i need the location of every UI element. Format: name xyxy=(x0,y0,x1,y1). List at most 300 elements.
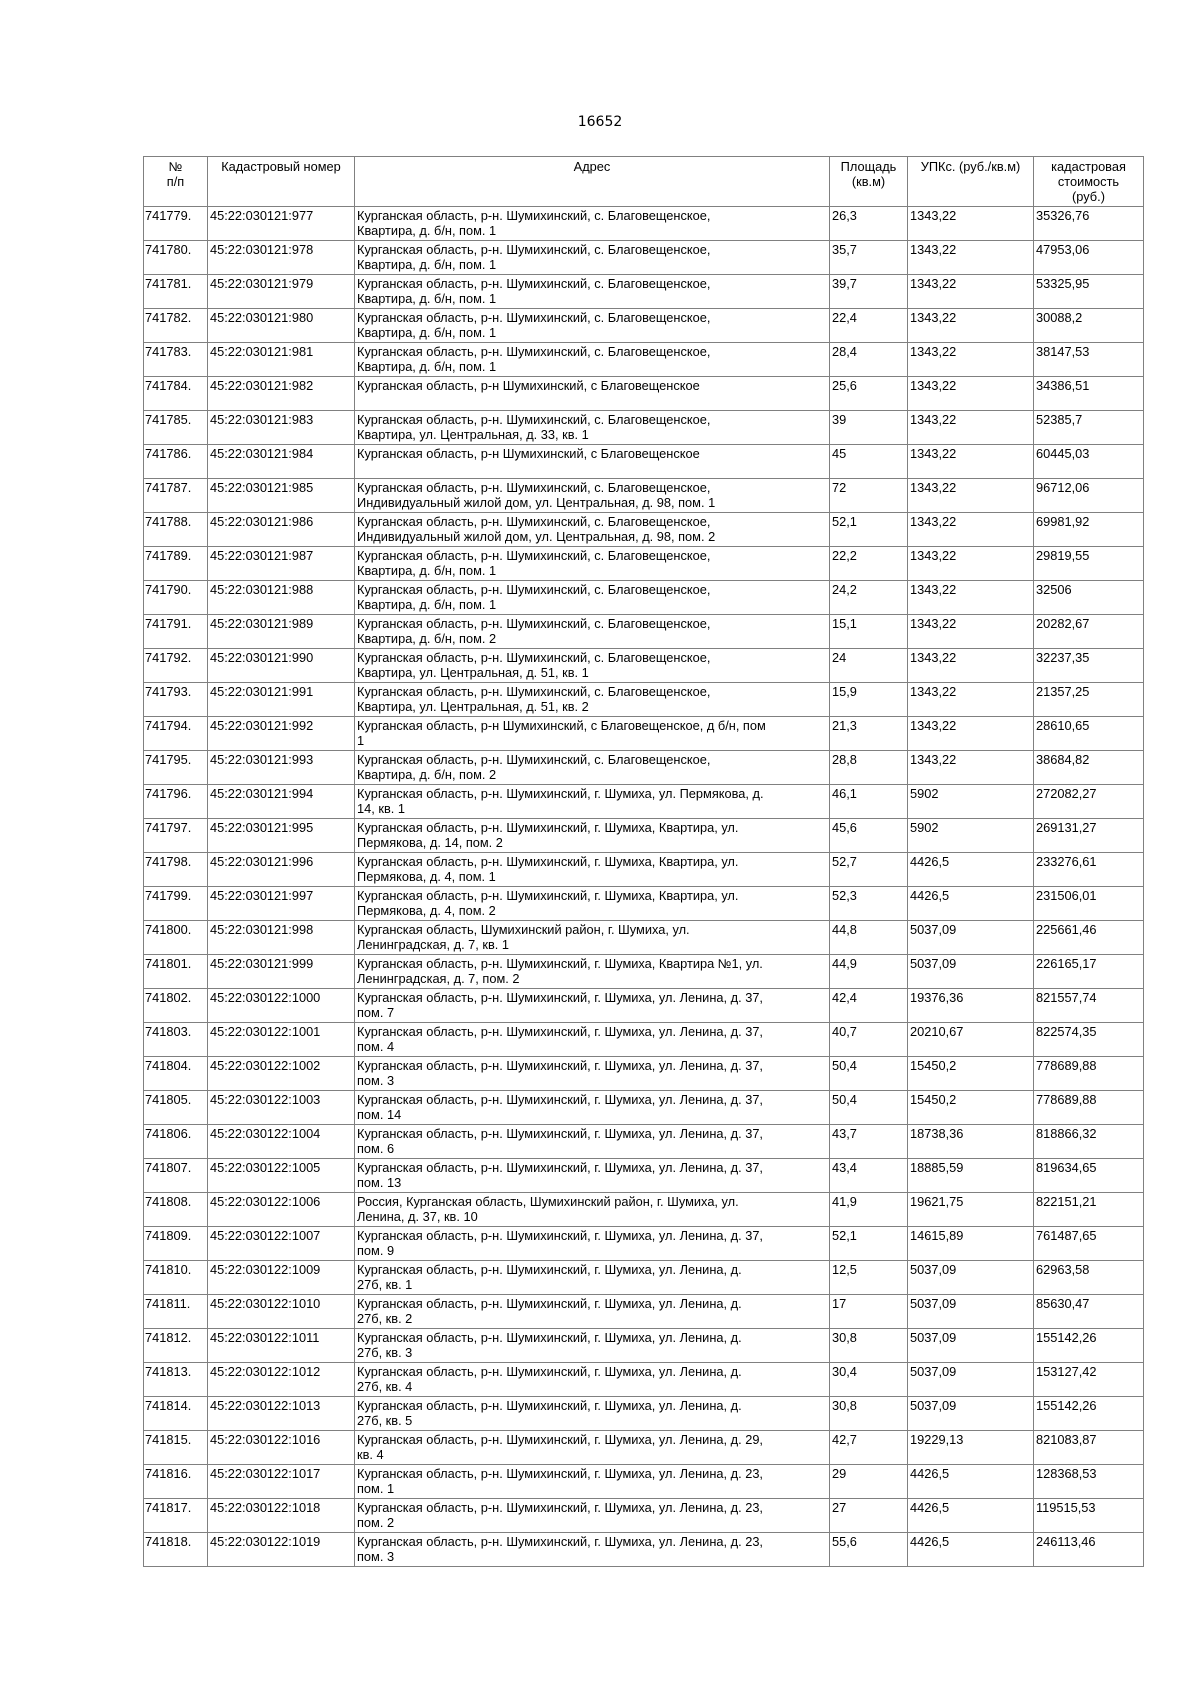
address-line: Курганская область, р-н. Шумихинский, с. Благовещенское, xyxy=(357,650,711,665)
table-row xyxy=(144,1261,1144,1295)
header-line: (кв.м) xyxy=(851,174,886,189)
cell-upks: 1343,22 xyxy=(908,751,1034,785)
address-line: Россия, Курганская область, Шумихинский район, г. Шумиха, ул. xyxy=(357,1194,739,1209)
cell-address xyxy=(355,921,830,955)
address-line: Курганская область, р-н Шумихинский, с Благовещенское, д б/н, пом xyxy=(357,718,766,733)
cell-upks: 1343,22 xyxy=(908,445,1034,479)
cell-cost: 35326,76 xyxy=(1034,207,1144,241)
cell-cost: 155142,26 xyxy=(1034,1329,1144,1363)
cell-upks: 4426,5 xyxy=(908,1533,1034,1567)
cell-area: 45,6 xyxy=(830,819,908,853)
cell-cadastral-number: 45:22:030122:1005 xyxy=(208,1159,355,1193)
cell-area: 30,4 xyxy=(830,1363,908,1397)
cell-num: 741817. xyxy=(144,1499,208,1533)
address-line: Курганская область, р-н. Шумихинский, г. Шумиха, ул. Ленина, д. 23, xyxy=(357,1500,763,1515)
cell-cadastral-number: 45:22:030121:994 xyxy=(208,785,355,819)
cell-num: 741789. xyxy=(144,547,208,581)
table-row xyxy=(144,887,1144,921)
cell-cadastral-number: 45:22:030121:985 xyxy=(208,479,355,513)
cell-area: 26,3 xyxy=(830,207,908,241)
cell-cost: 32506 xyxy=(1034,581,1144,615)
cell-num: 741816. xyxy=(144,1465,208,1499)
table-row xyxy=(144,955,1144,989)
cell-cadastral-number: 45:22:030121:996 xyxy=(208,853,355,887)
cell-area: 30,8 xyxy=(830,1397,908,1431)
cell-cadastral-number: 45:22:030122:1004 xyxy=(208,1125,355,1159)
cell-area: 39,7 xyxy=(830,275,908,309)
table-row xyxy=(144,1397,1144,1431)
cell-cost: 60445,03 xyxy=(1034,445,1144,479)
address-line: Курганская область, р-н. Шумихинский, г. Шумиха, ул. Ленина, д. 37, xyxy=(357,1092,763,1107)
cell-upks: 5037,09 xyxy=(908,1329,1034,1363)
cell-upks: 1343,22 xyxy=(908,717,1034,751)
table-row xyxy=(144,411,1144,445)
cell-cost: 778689,88 xyxy=(1034,1057,1144,1091)
cell-num: 741787. xyxy=(144,479,208,513)
cell-address xyxy=(355,1125,830,1159)
cell-upks: 4426,5 xyxy=(908,1499,1034,1533)
cell-cadastral-number: 45:22:030122:1012 xyxy=(208,1363,355,1397)
table-row xyxy=(144,445,1144,479)
address-line: Пермякова, д. 14, пом. 2 xyxy=(357,835,503,850)
header-line: п/п xyxy=(166,174,185,189)
cell-num: 741793. xyxy=(144,683,208,717)
cell-cadastral-number: 45:22:030121:993 xyxy=(208,751,355,785)
address-line: 27б, кв. 4 xyxy=(357,1379,413,1394)
cell-address xyxy=(355,649,830,683)
header-line: (руб.) xyxy=(1072,189,1105,204)
cell-num: 741806. xyxy=(144,1125,208,1159)
cell-cost: 821557,74 xyxy=(1034,989,1144,1023)
address-line: Квартира, ул. Центральная, д. 33, кв. 1 xyxy=(357,427,589,442)
address-line: Квартира, ул. Центральная, д. 51, кв. 1 xyxy=(357,665,589,680)
cell-num: 741779. xyxy=(144,207,208,241)
cell-address xyxy=(355,1363,830,1397)
cell-cadastral-number: 45:22:030121:984 xyxy=(208,445,355,479)
cell-upks: 1343,22 xyxy=(908,615,1034,649)
address-line: Курганская область, р-н. Шумихинский, г. Шумиха, ул. Ленина, д. 37, xyxy=(357,1058,763,1073)
address-line: Курганская область, р-н. Шумихинский, с. Благовещенское, xyxy=(357,344,711,359)
cell-area: 35,7 xyxy=(830,241,908,275)
address-line: Курганская область, р-н. Шумихинский, с. Благовещенское, xyxy=(357,412,711,427)
cell-address xyxy=(355,1499,830,1533)
address-line: Квартира, д. б/н, пом. 1 xyxy=(357,359,497,374)
cell-area: 12,5 xyxy=(830,1261,908,1295)
cell-area: 30,8 xyxy=(830,1329,908,1363)
cell-cadastral-number: 45:22:030121:999 xyxy=(208,955,355,989)
table-row xyxy=(144,377,1144,411)
address-line: Курганская область, р-н. Шумихинский, г. Шумиха, ул. Пермякова, д. xyxy=(357,786,764,801)
address-line: Курганская область, Шумихинский район, г. Шумиха, ул. xyxy=(357,922,690,937)
cell-cadastral-number: 45:22:030122:1001 xyxy=(208,1023,355,1057)
header-line: стоимость xyxy=(1057,174,1120,189)
cell-address xyxy=(355,513,830,547)
cell-cadastral-number: 45:22:030122:1003 xyxy=(208,1091,355,1125)
cell-cost: 85630,47 xyxy=(1034,1295,1144,1329)
cell-cost: 153127,42 xyxy=(1034,1363,1144,1397)
address-line: Курганская область, р-н. Шумихинский, с. Благовещенское, xyxy=(357,242,711,257)
address-line: пом. 9 xyxy=(357,1243,395,1258)
address-line: пом. 4 xyxy=(357,1039,395,1054)
cell-num: 741780. xyxy=(144,241,208,275)
cell-address xyxy=(355,1261,830,1295)
cell-num: 741815. xyxy=(144,1431,208,1465)
cell-address xyxy=(355,751,830,785)
cell-upks: 1343,22 xyxy=(908,683,1034,717)
table-row xyxy=(144,1227,1144,1261)
cell-address xyxy=(355,819,830,853)
cell-address xyxy=(355,1533,830,1567)
cell-address xyxy=(355,1193,830,1227)
cell-cadastral-number: 45:22:030122:1002 xyxy=(208,1057,355,1091)
table-row xyxy=(144,1329,1144,1363)
cell-cost: 47953,06 xyxy=(1034,241,1144,275)
address-line: Квартира, д. б/н, пом. 1 xyxy=(357,597,497,612)
address-line: пом. 2 xyxy=(357,1515,395,1530)
cell-upks: 1343,22 xyxy=(908,275,1034,309)
cell-address xyxy=(355,717,830,751)
cell-cost: 96712,06 xyxy=(1034,479,1144,513)
cell-num: 741807. xyxy=(144,1159,208,1193)
cell-address xyxy=(355,581,830,615)
table-row xyxy=(144,513,1144,547)
address-line: пом. 13 xyxy=(357,1175,402,1190)
cell-address xyxy=(355,1023,830,1057)
cell-address xyxy=(355,1057,830,1091)
cell-num: 741788. xyxy=(144,513,208,547)
cell-address xyxy=(355,1329,830,1363)
table-row xyxy=(144,717,1144,751)
cell-cost: 53325,95 xyxy=(1034,275,1144,309)
address-line: Курганская область, р-н. Шумихинский, г. Шумиха, ул. Ленина, д. 37, xyxy=(357,1228,763,1243)
cell-cadastral-number: 45:22:030121:981 xyxy=(208,343,355,377)
cell-num: 741804. xyxy=(144,1057,208,1091)
cell-upks: 1343,22 xyxy=(908,649,1034,683)
cell-num: 741805. xyxy=(144,1091,208,1125)
cell-cadastral-number: 45:22:030121:990 xyxy=(208,649,355,683)
table-row xyxy=(144,1533,1144,1567)
cell-cadastral-number: 45:22:030121:987 xyxy=(208,547,355,581)
cell-upks: 4426,5 xyxy=(908,853,1034,887)
cell-num: 741803. xyxy=(144,1023,208,1057)
cell-area: 28,8 xyxy=(830,751,908,785)
cell-address xyxy=(355,377,830,411)
cell-upks: 1343,22 xyxy=(908,207,1034,241)
cell-cost: 822574,35 xyxy=(1034,1023,1144,1057)
address-line: Курганская область, р-н. Шумихинский, г. Шумиха, ул. Ленина, д. xyxy=(357,1296,742,1311)
address-line: пом. 3 xyxy=(357,1073,395,1088)
table-row xyxy=(144,683,1144,717)
cell-num: 741796. xyxy=(144,785,208,819)
cell-upks: 5037,09 xyxy=(908,1397,1034,1431)
cell-cadastral-number: 45:22:030122:1010 xyxy=(208,1295,355,1329)
cell-upks: 19376,36 xyxy=(908,989,1034,1023)
table-row xyxy=(144,1499,1144,1533)
cell-num: 741790. xyxy=(144,581,208,615)
address-line: Курганская область, р-н. Шумихинский, г. Шумиха, Квартира №1, ул. xyxy=(357,956,763,971)
cell-num: 741792. xyxy=(144,649,208,683)
header-cadastral-number xyxy=(208,157,355,207)
address-line: пом. 1 xyxy=(357,1481,395,1496)
cell-cadastral-number: 45:22:030121:983 xyxy=(208,411,355,445)
cell-area: 41,9 xyxy=(830,1193,908,1227)
cell-area: 42,7 xyxy=(830,1431,908,1465)
cell-upks: 1343,22 xyxy=(908,309,1034,343)
cell-address xyxy=(355,615,830,649)
cell-cost: 62963,58 xyxy=(1034,1261,1144,1295)
cell-upks: 1343,22 xyxy=(908,581,1034,615)
header-address xyxy=(355,157,830,207)
cell-area: 21,3 xyxy=(830,717,908,751)
table-row xyxy=(144,1193,1144,1227)
address-line: кв. 4 xyxy=(357,1447,384,1462)
header-num xyxy=(144,157,208,207)
address-line: Квартира, д. б/н, пом. 1 xyxy=(357,223,497,238)
cell-num: 741811. xyxy=(144,1295,208,1329)
cell-cadastral-number: 45:22:030122:1019 xyxy=(208,1533,355,1567)
address-line: 1 xyxy=(357,733,365,748)
address-line: 27б, кв. 3 xyxy=(357,1345,413,1360)
cell-cost: 761487,65 xyxy=(1034,1227,1144,1261)
address-line: Индивидуальный жилой дом, ул. Центральная, д. 98, пом. 2 xyxy=(357,529,716,544)
cell-cost: 21357,25 xyxy=(1034,683,1144,717)
table-row xyxy=(144,241,1144,275)
cell-cadastral-number: 45:22:030122:1009 xyxy=(208,1261,355,1295)
address-line: Курганская область, р-н. Шумихинский, с. Благовещенское, xyxy=(357,276,711,291)
address-line: Курганская область, р-н. Шумихинский, с. Благовещенское, xyxy=(357,514,711,529)
cell-area: 44,9 xyxy=(830,955,908,989)
cell-cost: 269131,27 xyxy=(1034,819,1144,853)
cell-cost: 28610,65 xyxy=(1034,717,1144,751)
cell-num: 741783. xyxy=(144,343,208,377)
cell-upks: 15450,2 xyxy=(908,1057,1034,1091)
table-row xyxy=(144,921,1144,955)
cell-address xyxy=(355,1397,830,1431)
cell-address xyxy=(355,1431,830,1465)
table-row xyxy=(144,751,1144,785)
cell-cost: 69981,92 xyxy=(1034,513,1144,547)
cell-num: 741800. xyxy=(144,921,208,955)
cell-num: 741786. xyxy=(144,445,208,479)
table-row xyxy=(144,1363,1144,1397)
cell-address xyxy=(355,887,830,921)
address-line: Квартира, д. б/н, пом. 2 xyxy=(357,767,497,782)
cell-cadastral-number: 45:22:030121:977 xyxy=(208,207,355,241)
table-row xyxy=(144,1431,1144,1465)
cell-upks: 5902 xyxy=(908,819,1034,853)
table-row xyxy=(144,275,1144,309)
address-line: Курганская область, р-н. Шумихинский, г. Шумиха, ул. Ленина, д. 37, xyxy=(357,1024,763,1039)
cell-cost: 819634,65 xyxy=(1034,1159,1144,1193)
cell-area: 27 xyxy=(830,1499,908,1533)
address-line: пом. 6 xyxy=(357,1141,395,1156)
cell-cadastral-number: 45:22:030121:982 xyxy=(208,377,355,411)
address-line: Курганская область, р-н. Шумихинский, с. Благовещенское, xyxy=(357,582,711,597)
cell-num: 741814. xyxy=(144,1397,208,1431)
table-row xyxy=(144,581,1144,615)
address-line: Индивидуальный жилой дом, ул. Центральная, д. 98, пом. 1 xyxy=(357,495,716,510)
cell-cost: 778689,88 xyxy=(1034,1091,1144,1125)
cell-area: 72 xyxy=(830,479,908,513)
cell-upks: 1343,22 xyxy=(908,241,1034,275)
cell-area: 22,2 xyxy=(830,547,908,581)
header-line: Адрес xyxy=(573,159,611,174)
cell-upks: 1343,22 xyxy=(908,547,1034,581)
table-row xyxy=(144,1091,1144,1125)
cell-upks: 5037,09 xyxy=(908,1363,1034,1397)
cell-cost: 233276,61 xyxy=(1034,853,1144,887)
cell-cost: 821083,87 xyxy=(1034,1431,1144,1465)
cell-upks: 20210,67 xyxy=(908,1023,1034,1057)
cell-address xyxy=(355,1091,830,1125)
cell-upks: 1343,22 xyxy=(908,411,1034,445)
cell-upks: 18738,36 xyxy=(908,1125,1034,1159)
cell-num: 741818. xyxy=(144,1533,208,1567)
table-row xyxy=(144,1023,1144,1057)
cadastral-value-table xyxy=(143,156,1144,1567)
table-header xyxy=(144,157,1144,207)
cell-area: 50,4 xyxy=(830,1091,908,1125)
cell-cadastral-number: 45:22:030121:978 xyxy=(208,241,355,275)
header-line: кадастровая xyxy=(1051,159,1126,174)
address-line: Курганская область, р-н. Шумихинский, с. Благовещенское, xyxy=(357,684,711,699)
cell-cost: 52385,7 xyxy=(1034,411,1144,445)
table-row xyxy=(144,989,1144,1023)
cell-num: 741801. xyxy=(144,955,208,989)
cell-cadastral-number: 45:22:030121:995 xyxy=(208,819,355,853)
cell-cost: 822151,21 xyxy=(1034,1193,1144,1227)
cell-address xyxy=(355,445,830,479)
cell-cadastral-number: 45:22:030121:979 xyxy=(208,275,355,309)
header-line: Кадастровый номер xyxy=(221,159,341,174)
cell-upks: 4426,5 xyxy=(908,1465,1034,1499)
table-row xyxy=(144,1295,1144,1329)
table-row xyxy=(144,1159,1144,1193)
cell-cadastral-number: 45:22:030121:980 xyxy=(208,309,355,343)
address-line: Курганская область, р-н. Шумихинский, с. Благовещенское, xyxy=(357,480,711,495)
cell-upks: 19229,13 xyxy=(908,1431,1034,1465)
address-line: Курганская область, р-н. Шумихинский, г. Шумиха, Квартира, ул. xyxy=(357,854,739,869)
cell-area: 24,2 xyxy=(830,581,908,615)
cell-upks: 14615,89 xyxy=(908,1227,1034,1261)
cell-upks: 4426,5 xyxy=(908,887,1034,921)
cell-address xyxy=(355,343,830,377)
cell-num: 741812. xyxy=(144,1329,208,1363)
cell-upks: 1343,22 xyxy=(908,513,1034,547)
cell-address xyxy=(355,1227,830,1261)
cell-upks: 1343,22 xyxy=(908,377,1034,411)
cell-cost: 226165,17 xyxy=(1034,955,1144,989)
cell-address xyxy=(355,411,830,445)
cell-upks: 5037,09 xyxy=(908,1261,1034,1295)
cell-cadastral-number: 45:22:030121:992 xyxy=(208,717,355,751)
cell-num: 741781. xyxy=(144,275,208,309)
cell-area: 22,4 xyxy=(830,309,908,343)
address-line: Ленинградская, д. 7, пом. 2 xyxy=(357,971,520,986)
cell-area: 15,1 xyxy=(830,615,908,649)
cell-upks: 5037,09 xyxy=(908,1295,1034,1329)
cell-cost: 20282,67 xyxy=(1034,615,1144,649)
cell-area: 55,6 xyxy=(830,1533,908,1567)
cell-area: 43,7 xyxy=(830,1125,908,1159)
cell-address xyxy=(355,547,830,581)
cell-area: 28,4 xyxy=(830,343,908,377)
cell-area: 29 xyxy=(830,1465,908,1499)
cell-num: 741802. xyxy=(144,989,208,1023)
table-row xyxy=(144,1057,1144,1091)
address-line: Курганская область, р-н. Шумихинский, г. Шумиха, ул. Ленина, д. xyxy=(357,1330,742,1345)
cell-address xyxy=(355,1159,830,1193)
cell-num: 741795. xyxy=(144,751,208,785)
address-line: Курганская область, р-н. Шумихинский, г. Шумиха, Квартира, ул. xyxy=(357,888,739,903)
cell-cost: 246113,46 xyxy=(1034,1533,1144,1567)
address-line: Курганская область, р-н. Шумихинский, г. Шумиха, ул. Ленина, д. 23, xyxy=(357,1534,763,1549)
cell-num: 741798. xyxy=(144,853,208,887)
cell-upks: 1343,22 xyxy=(908,343,1034,377)
cell-area: 52,1 xyxy=(830,513,908,547)
cell-address xyxy=(355,241,830,275)
cell-area: 40,7 xyxy=(830,1023,908,1057)
address-line: Курганская область, р-н. Шумихинский, г. Шумиха, ул. Ленина, д. xyxy=(357,1364,742,1379)
address-line: Квартира, ул. Центральная, д. 51, кв. 2 xyxy=(357,699,589,714)
cell-upks: 18885,59 xyxy=(908,1159,1034,1193)
table-row xyxy=(144,785,1144,819)
cell-area: 45 xyxy=(830,445,908,479)
cell-address xyxy=(355,785,830,819)
cell-area: 52,3 xyxy=(830,887,908,921)
table-row xyxy=(144,343,1144,377)
cell-upks: 5037,09 xyxy=(908,955,1034,989)
cell-area: 24 xyxy=(830,649,908,683)
address-line: Ленинградская, д. 7, кв. 1 xyxy=(357,937,510,952)
address-line: Курганская область, р-н. Шумихинский, г. Шумиха, ул. Ленина, д. xyxy=(357,1262,742,1277)
cell-upks: 5902 xyxy=(908,785,1034,819)
address-line: 27б, кв. 5 xyxy=(357,1413,413,1428)
cell-num: 741791. xyxy=(144,615,208,649)
cell-cadastral-number: 45:22:030121:988 xyxy=(208,581,355,615)
address-line: Курганская область, р-н. Шумихинский, г. Шумиха, ул. Ленина, д. xyxy=(357,1398,742,1413)
cell-cadastral-number: 45:22:030122:1007 xyxy=(208,1227,355,1261)
header-line: УПКс. (руб./кв.м) xyxy=(920,159,1021,174)
address-line: Курганская область, р-н. Шумихинский, с. Благовещенское, xyxy=(357,548,711,563)
cell-area: 15,9 xyxy=(830,683,908,717)
address-line: Ленина, д. 37, кв. 10 xyxy=(357,1209,478,1224)
address-line: Квартира, д. б/н, пом. 1 xyxy=(357,563,497,578)
address-line: 27б, кв. 1 xyxy=(357,1277,413,1292)
table-row xyxy=(144,853,1144,887)
cell-num: 741782. xyxy=(144,309,208,343)
cell-address xyxy=(355,683,830,717)
cell-num: 741784. xyxy=(144,377,208,411)
cell-num: 741799. xyxy=(144,887,208,921)
cell-cost: 29819,55 xyxy=(1034,547,1144,581)
address-line: Курганская область, р-н. Шумихинский, с. Благовещенское, xyxy=(357,208,711,223)
cell-cost: 38684,82 xyxy=(1034,751,1144,785)
cell-area: 52,7 xyxy=(830,853,908,887)
cell-address xyxy=(355,275,830,309)
cell-area: 52,1 xyxy=(830,1227,908,1261)
address-line: Курганская область, р-н. Шумихинский, г. Шумиха, ул. Ленина, д. 23, xyxy=(357,1466,763,1481)
cell-area: 42,4 xyxy=(830,989,908,1023)
table-row xyxy=(144,547,1144,581)
address-line: Курганская область, р-н. Шумихинский, с. Благовещенское, xyxy=(357,752,711,767)
table-row xyxy=(144,1125,1144,1159)
cell-num: 741797. xyxy=(144,819,208,853)
cell-num: 741794. xyxy=(144,717,208,751)
address-line: 14, кв. 1 xyxy=(357,801,405,816)
address-line: пом. 14 xyxy=(357,1107,402,1122)
table-body xyxy=(144,207,1144,1567)
